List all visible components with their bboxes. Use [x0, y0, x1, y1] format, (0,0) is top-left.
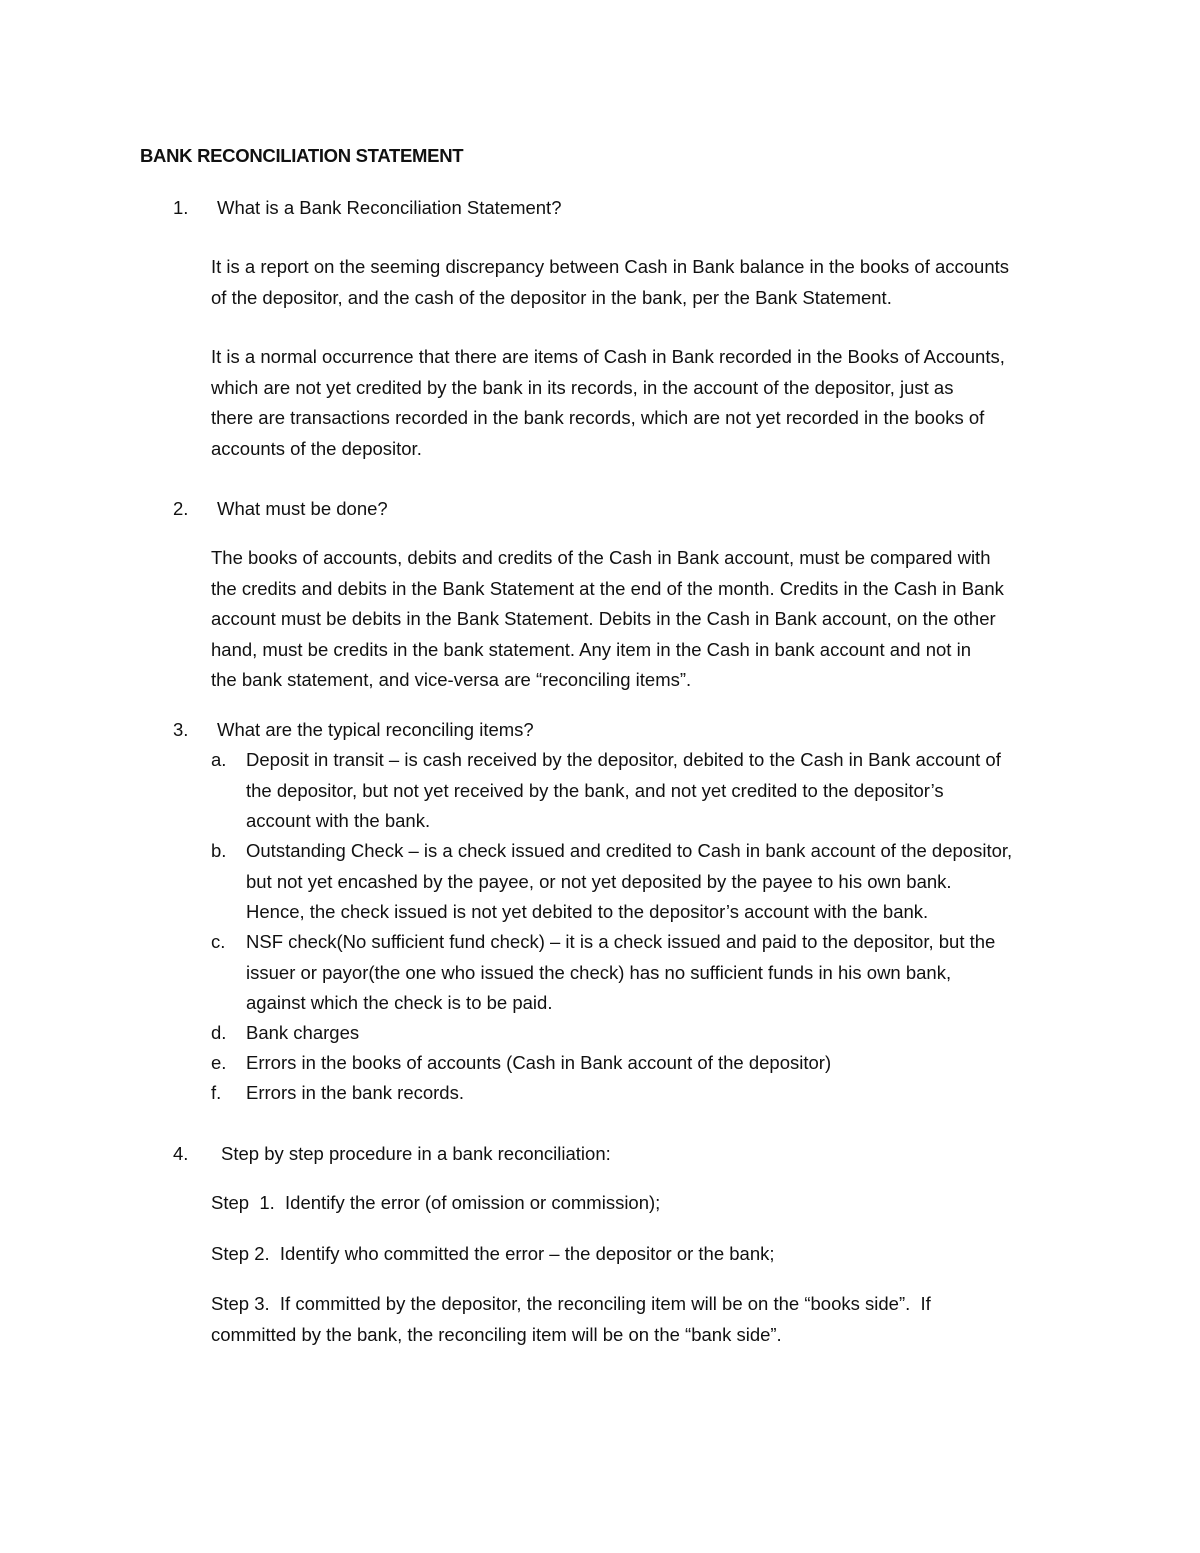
list-item-line: the depositor, but not yet received by the bank, and not yet credited to the depositor’s: [246, 779, 944, 801]
q2-paragraph: [211, 543, 1071, 696]
q3-item-letter: c.: [211, 931, 226, 952]
list-item-line: against which the check is to be paid.: [246, 992, 553, 1013]
list-item-line: account with the bank.: [246, 810, 431, 831]
paragraph-line: there are transactions recorded in the bank records, which are not yet recorded in the books of: [211, 407, 985, 428]
q3-item-a: [246, 745, 1066, 837]
step-1: Step 1. Identify the error (of omission or commission);: [211, 1192, 661, 1213]
list-item-line: Bank charges: [246, 1022, 360, 1043]
paragraph-line: accounts of the depositor.: [211, 437, 422, 459]
q3-item-b: [246, 836, 1066, 928]
document-title: BANK RECONCILIATION STATEMENT: [140, 145, 464, 166]
paragraph-line: The books of accounts, debits and credits of the Cash in Bank account, must be compared with: [211, 547, 991, 568]
q3-item-e: [246, 1048, 1066, 1079]
q2-question: What must be done?: [217, 498, 388, 519]
q3-question: What are the typical reconciling items?: [217, 719, 534, 740]
q1-paragraph-1: [211, 252, 1071, 313]
paragraph-line: account must be debits in the Bank Statement. Debits in the Cash in Bank account, on the other: [211, 608, 996, 629]
paragraph-line: of the depositor, and the cash of the depositor in the bank, per the Bank Statement.: [211, 286, 892, 308]
q3-item-d: [246, 1018, 1066, 1049]
q3-item-c: [246, 927, 1066, 1019]
q4-number: 4.: [173, 1143, 189, 1164]
paragraph-line: the bank statement, and vice-versa are “reconciling items”.: [211, 669, 692, 690]
q3-item-letter: f.: [211, 1082, 222, 1103]
q3-item-letter: a.: [211, 749, 227, 770]
q3-number: 3.: [173, 719, 189, 740]
q3-item-letter: b.: [211, 840, 227, 861]
paragraph-line: It is a report on the seeming discrepancy between Cash in Bank balance in the books of accounts: [211, 256, 1010, 277]
step-line: Step 3. If committed by the depositor, the reconciling item will be on the “books side”. If: [211, 1293, 931, 1314]
paragraph-line: which are not yet credited by the bank in its records, in the account of the depositor, just as: [211, 376, 954, 398]
list-item-line: NSF check(No sufficient fund check) – it is a check issued and paid to the depositor, but the: [246, 931, 996, 952]
paragraph-line: It is a normal occurrence that there are items of Cash in Bank recorded in the Books of Accounts,: [211, 346, 1005, 367]
list-item-line: issuer or payor(the one who issued the check) has no sufficient funds in his own bank,: [246, 961, 952, 983]
q3-item-f: [246, 1078, 1066, 1109]
step-2: Step 2. Identify who committed the error – the depositor or the bank;: [211, 1243, 775, 1264]
q1-paragraph-2: [211, 342, 1071, 464]
list-item-line: Errors in the books of accounts (Cash in Bank account of the depositor): [246, 1052, 832, 1073]
q3-item-letter: e.: [211, 1052, 227, 1073]
list-item-line: but not yet encashed by the payee, or not yet deposited by the payee to his own bank.: [246, 870, 952, 892]
list-item-line: Deposit in transit – is cash received by the depositor, debited to the Cash in Bank account of: [246, 749, 1001, 770]
paragraph-line: hand, must be credits in the bank statement. Any item in the Cash in bank account and not in: [211, 638, 971, 660]
q3-item-letter: d.: [211, 1022, 227, 1043]
paragraph-line: the credits and debits in the Bank Statement at the end of the month. Credits in the Cash in Bank: [211, 577, 1004, 599]
q4-question: Step by step procedure in a bank reconciliation:: [221, 1143, 611, 1164]
q1-question: What is a Bank Reconciliation Statement?: [217, 197, 562, 218]
q2-number: 2.: [173, 498, 189, 519]
list-item-line: Hence, the check issued is not yet debited to the depositor’s account with the bank.: [246, 901, 929, 922]
step-line: committed by the bank, the reconciling item will be on the “bank side”.: [211, 1323, 782, 1345]
list-item-line: Outstanding Check – is a check issued and credited to Cash in bank account of the depositor,: [246, 840, 1013, 861]
step-3: [211, 1289, 1071, 1350]
list-item-line: Errors in the bank records.: [246, 1082, 464, 1103]
q1-number: 1.: [173, 197, 189, 218]
